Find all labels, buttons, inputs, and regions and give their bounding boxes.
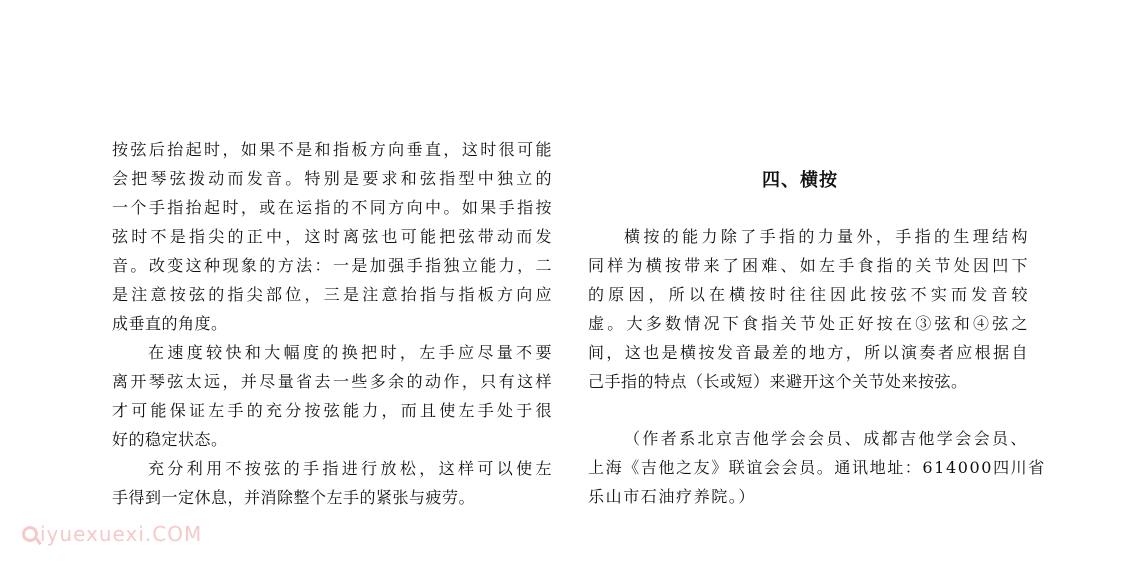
left-para1-line: 弦时不是指尖的正中，这时离弦也可能把弦带动而发 (112, 227, 552, 246)
left-para3-line: 手得到一定休息，并消除整个左手的紧张与疲劳。 (112, 488, 476, 507)
left-para2-line: 好的稳定状态。 (112, 430, 228, 449)
left-column (112, 135, 552, 512)
left-para1-line: 音。改变这种现象的方法：一是加强手指独立能力，二 (112, 256, 552, 275)
q-logo-icon (22, 526, 38, 542)
right-para1 (588, 222, 1028, 396)
left-para2-line: 在速度较快和大幅度的换把时，左手应尽量不要 (148, 343, 552, 362)
right-para1-line: 间，这也是横按发音最差的地方，所以演奏者应根据自 (588, 343, 1028, 362)
watermark-text: iyuexuexi.COM (40, 522, 203, 546)
author-note (588, 424, 1046, 511)
section-heading: 四、横按 (762, 170, 838, 191)
author-note-line: 上海《吉他之友》联谊会会员。通讯地址：614000四川省 (588, 458, 1046, 477)
author-note-line: （作者系北京吉他学会会员、成都吉他学会会员、 (624, 429, 1028, 448)
left-para1-line: 会把琴弦拨动而发音。特别是要求和弦指型中独立的 (112, 169, 552, 188)
left-para3-line: 充分利用不按弦的手指进行放松，这样可以使左 (148, 459, 552, 478)
left-para1-line: 是注意按弦的指尖部位，三是注意抬指与指板方向应 (112, 285, 552, 304)
left-para2-line: 离开琴弦太远，并尽量省去一些多余的动作，只有这样 (112, 372, 552, 391)
left-para1-line: 成垂直的角度。 (112, 314, 228, 333)
right-para1-line: 同样为横按带来了困难、如左手食指的关节处因凹下 (588, 256, 1028, 275)
right-para1-line: 虚。大多数情况下食指关节处正好按在③弦和④弦之 (588, 314, 1028, 333)
left-para1-line: 按弦后抬起时，如果不是和指板方向垂直，这时很可能 (112, 140, 552, 159)
right-para1-line: 己手指的特点（长或短）来避开这个关节处来按弦。 (588, 372, 968, 391)
left-para1-line: 一个手指抬起时，或在运指的不同方向中。如果手指按 (112, 198, 552, 217)
right-para1-line: 的原因，所以在横按时往往因此按弦不实而发音较 (588, 285, 1028, 304)
right-para1-line: 横按的能力除了手指的力量外，手指的生理结构 (624, 227, 1028, 246)
site-watermark (22, 522, 202, 546)
author-note-line: 乐山市石油疗养院。） (588, 487, 757, 506)
left-para2-line: 才可能保证左手的充分按弦能力，而且使左手处于很 (112, 401, 552, 420)
